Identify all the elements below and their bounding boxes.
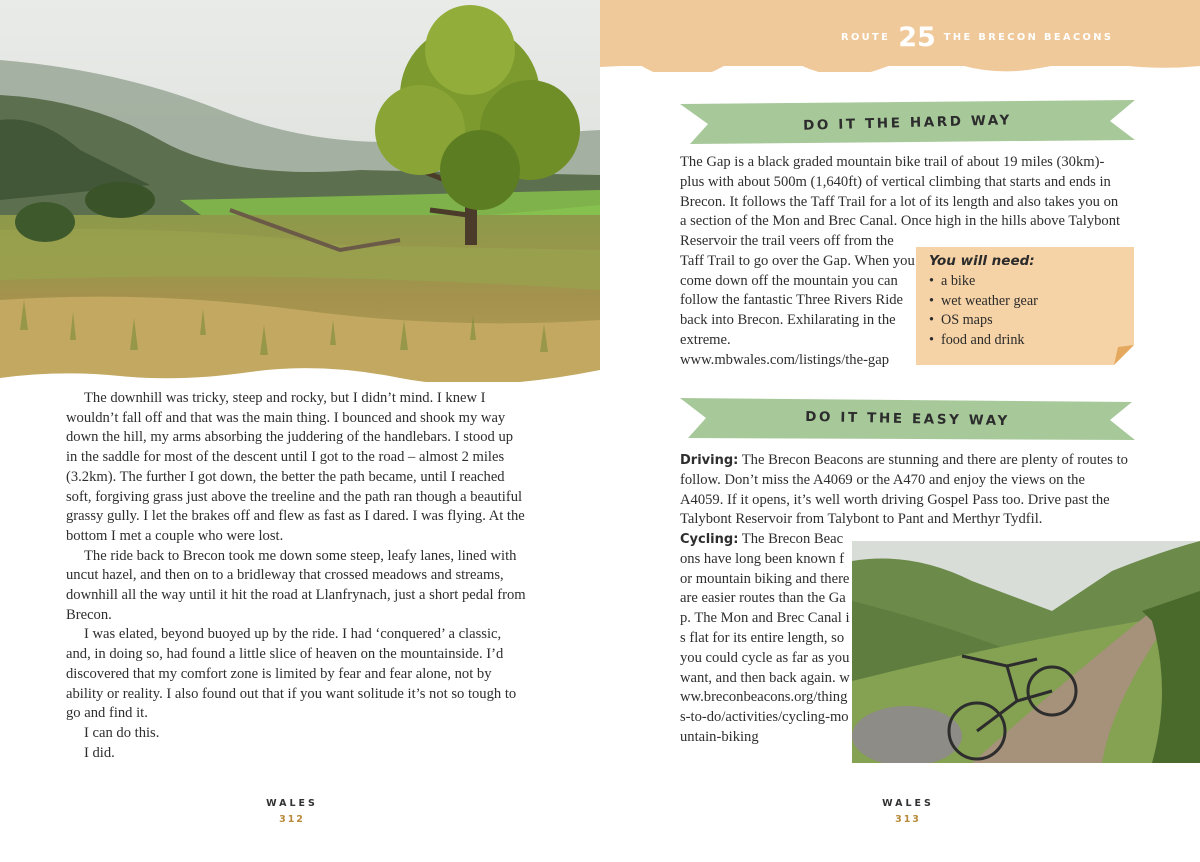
route-heading [841, 24, 1113, 51]
list-item: • food and drink [929, 331, 1124, 351]
list-item: • a bike [929, 272, 1124, 292]
paragraph: The downhill was tricky, steep and rocky, but I didn’t mind. I knew I wouldn’t fall off and that was the main thing. I bounced and shook my way down the hill, my arms absorbing the juddering of the handlebars. I stood up in the saddle for most of the descent until I got to the road – almost 2 miles (3.2km). The further I got down, the better the path became, until I reached soft, forgiving grass just above the treeline and the path ran though a beautiful grassy gully. I let the brakes off and flew as fast as I dared. I was flying. At the bottom I met a couple who were lost. [66, 390, 525, 544]
hard-way-text: The Gap is a black graded mountain bike trail of about 19 miles (30km)-plus with about 500m (1,640ft) of vertical climbing that starts and ends in Brecon. It follows the Taff Trail for a lot of its length and also takes you on a section of the Mon and Brec Canal. Once high in the hills above Talybont [680, 154, 1121, 230]
left-body-text [66, 389, 526, 763]
paragraph: I can do this. [84, 724, 160, 741]
paragraph: I was elated, beyond buoyed up by the ride. I had ‘conquered’ a classic, and, in doing so, had found a little slice of heaven on the mountainside. I’d discovered that my comfort zone is limited by fear and fear alone, not by ability or reality. I also found out that if you want solitude it’s not so tough to go and find it. [66, 626, 517, 722]
you-will-need-title: You will need: [929, 253, 1035, 269]
easy-way-heading: DO IT THE EASY WAY [805, 408, 1010, 430]
hard-way-banner [680, 100, 1135, 146]
valley-photo [0, 0, 600, 382]
route-title: THE BRECON BEACONS [943, 32, 1114, 43]
you-will-need-note [916, 247, 1134, 365]
driving-label: Driving: [680, 453, 739, 468]
paragraph: The ride back to Brecon took me down some steep, leafy lanes, lined with uncut hazel, and then on to a bridleway that crossed meadows and streams, downhill all the way until it hit the road at Llanfrynach, just a short pedal from Brecon. [66, 547, 526, 623]
driving-text [680, 451, 1130, 530]
bike-trail-photo [852, 541, 1200, 763]
cycling-label: Cycling: [680, 532, 739, 547]
right-page [600, 0, 1200, 862]
list-item: • OS maps [929, 311, 1124, 331]
page-number: 312 [279, 814, 305, 825]
list-item: • wet weather gear [929, 292, 1124, 312]
footer-section: WALES [266, 798, 318, 809]
you-will-need-list [929, 272, 1124, 350]
hard-way-heading: DO IT THE HARD WAY [802, 112, 1013, 134]
paragraph: I did. [84, 744, 115, 761]
hard-way-text-continued: Reservoir the trail veers off from the Taff Trail to go over the Gap. When you come down off the mountain you can follow the fantastic Three Rivers Ride back into Brecon. Exhilarating in the extreme. www.mbwales.com/listings/the-gap [680, 233, 915, 368]
cycling-text [680, 530, 850, 748]
route-header-band [600, 0, 1200, 66]
route-number: 25 [898, 22, 936, 53]
easy-way-banner [680, 396, 1135, 442]
footer-section: WALES [882, 798, 934, 809]
page-number: 313 [895, 814, 921, 825]
route-label: ROUTE [841, 32, 891, 43]
right-footer [868, 798, 948, 825]
driving-body: The Brecon Beacons are stunning and there are plenty of routes to follow. Don’t miss the A4069 or the A470 and enjoy the views on the A4059. If it opens, it’s well worth driving Gospel Pass too. Drive past the Talybont Reservoir from Talybont to Pant and Merthyr Tydfil. [680, 452, 1128, 528]
left-footer [252, 798, 332, 825]
cycling-body: The Brecon Beacons have long been known for mountain biking and there are easier routes than the Gap. The Mon and Brec Canal is flat for its entire length, so you could cycle as far as you want, and then back again. www.breconbeacons.org/things-to-do/activities/cycling-mountain-biking [680, 531, 850, 745]
